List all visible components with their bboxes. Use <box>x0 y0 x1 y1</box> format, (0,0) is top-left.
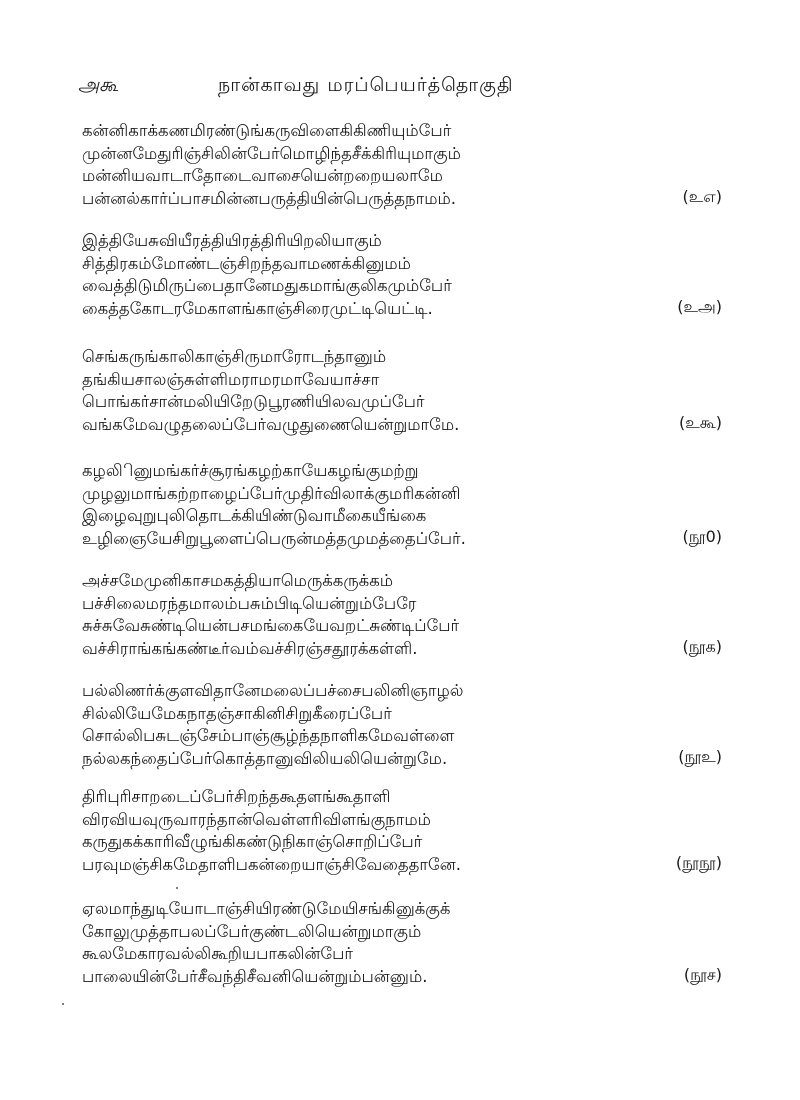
verse-block <box>82 120 722 210</box>
ink-speck <box>176 887 178 889</box>
verse-line: பொங்கர்சான்மலியிறேடுபூரணியிலவமுப்பேர் <box>82 392 425 411</box>
verse-number: (உஎ) <box>682 187 722 206</box>
verse-line: சொல்லிபசுடஞ்சேம்பாஞ்சூழ்ந்தநாளிகமேவள்ளை <box>82 726 455 745</box>
verse-line: இழைவுறுபுலிதொடக்கியிண்டுவாமீகையீங்கை <box>82 506 427 525</box>
verse-block <box>82 460 722 550</box>
running-title: நான்காவது மரப்பெயர்த்தொகுதி <box>218 74 514 96</box>
verse-line: திரிபுரிசாறடைப்பேர்சிறந்தகூதளங்கூதாளி <box>82 787 391 806</box>
verse-block <box>82 230 722 320</box>
verse-line: கோலுமுத்தாபலப்பேர்குண்டலியென்றுமாகும் <box>82 921 422 941</box>
verse-number: (நூ0) <box>682 527 722 546</box>
verse-number: (உஅ) <box>677 297 722 316</box>
verse-block <box>82 570 722 660</box>
verse-line: செங்கருங்காலிகாஞ்சிருமாரோடந்தானும் <box>82 347 387 366</box>
page-number: அகூ <box>78 74 119 96</box>
verse-line: கன்னிகாக்கணமிரண்டுங்கருவிளைகிகிணியும்பேர் <box>82 121 452 140</box>
verse-line: பல்லிணர்க்குளவிதானேமலைப்பச்சைபலினிஞாழல் <box>82 681 464 700</box>
verse-line: உழிஞையேசிறுபூளைப்பெருன்மத்தமுமத்தைப்பேர். <box>82 528 466 548</box>
verse-line: விரவியவுருவாரந்தான்வெள்ளரிவிளங்குநாமம் <box>82 809 431 829</box>
verse-line: நல்லகந்தைப்பேர்கொத்தானுவிலியலியென்றுமே. <box>82 748 448 768</box>
verse-line: பரவுமஞ்சிகமேதாளிபகன்றையாஞ்சிவேதைதானே. <box>82 854 461 874</box>
verse-line: வச்சிராங்கங்கண்டீர்வம்வச்சிரஞ்சதூரக்கள்ளி. <box>82 638 418 658</box>
verse-line: இத்தியேசுவியீரத்தியிரத்திரியிறலியாகும் <box>82 231 382 250</box>
verse-number: (நூக) <box>682 637 722 656</box>
verse-line: பாலையின்பேர்சீவந்திசீவனியென்றும்பன்னும். <box>82 966 428 986</box>
verse-block <box>82 680 722 770</box>
verse-line: முழலுமாங்கற்றாழைப்பேர்முதிர்விலாக்குமரிகன்னி <box>82 483 461 503</box>
ink-speck <box>62 1003 64 1005</box>
verse-line: பச்சிலைமரந்தமாலம்பசும்பிடியென்றும்பேரே <box>82 593 417 613</box>
verse-number: (உகூ) <box>678 413 722 432</box>
verse-block <box>82 898 722 988</box>
verse-line: ஏலமாந்துடியோடாஞ்சியிரண்டுமேயிசங்கினுக்குக் <box>82 899 451 918</box>
verse-line: சுச்சுவேசுண்டியென்பசமங்கையேவறட்சுண்டிப்பேர் <box>82 616 460 635</box>
verse-block <box>82 786 722 876</box>
verse-line: மன்னியவாடாதோடைவாசையென்றறையலாமே <box>82 166 443 185</box>
verse-line: வைத்திடுமிருப்பைதானேமதுகமாங்குலிகமும்பேர் <box>82 276 452 295</box>
verse-line: முன்னமேதுரிஞ்சிலின்பேர்மொழிந்தசீக்கிரியுமாகும் <box>82 143 461 163</box>
verse-line: அச்சமேமுனிகாசமகத்தியாமெருக்கருக்கம் <box>82 571 394 590</box>
page-header <box>78 74 698 104</box>
verse-line: கூலமேகாரவல்லிகூறியபாகலின்பேர் <box>82 944 353 963</box>
verse-line: பன்னல்கார்ப்பாசமின்னபருத்தியின்பெருத்தநாமம். <box>82 188 457 208</box>
verse-line: வங்கமேவழுதலைப்பேர்வழுதுணையென்றுமாமே. <box>82 414 460 434</box>
verse-block <box>82 346 722 436</box>
verse-number: (நூஉ) <box>678 747 722 766</box>
verse-number: (நூச) <box>683 965 722 984</box>
verse-line: கருதுகக்காரிவீழுங்கிகண்டுநிகாஞ்சொறிப்பேர் <box>82 832 423 851</box>
verse-line: சில்லியேமேகநாதஞ்சாகினிசிறுகீரைப்பேர் <box>82 703 392 723</box>
verse-line: சித்திரகம்மோண்டஞ்சிறந்தவாமணக்கினுமம் <box>82 253 411 273</box>
verse-line: தங்கியசாலஞ்சுள்ளிமராமரமாவேயாச்சா <box>82 369 380 389</box>
verse-line: கைத்தகோடரமேகாளங்காஞ்சிரைமுட்டியெட்டி. <box>82 298 433 318</box>
verse-line: கழலிினுமங்கர்ச்சூரங்கழற்காயேகழங்குமற்று <box>82 461 419 480</box>
verse-number: (நூநூ) <box>675 853 722 872</box>
